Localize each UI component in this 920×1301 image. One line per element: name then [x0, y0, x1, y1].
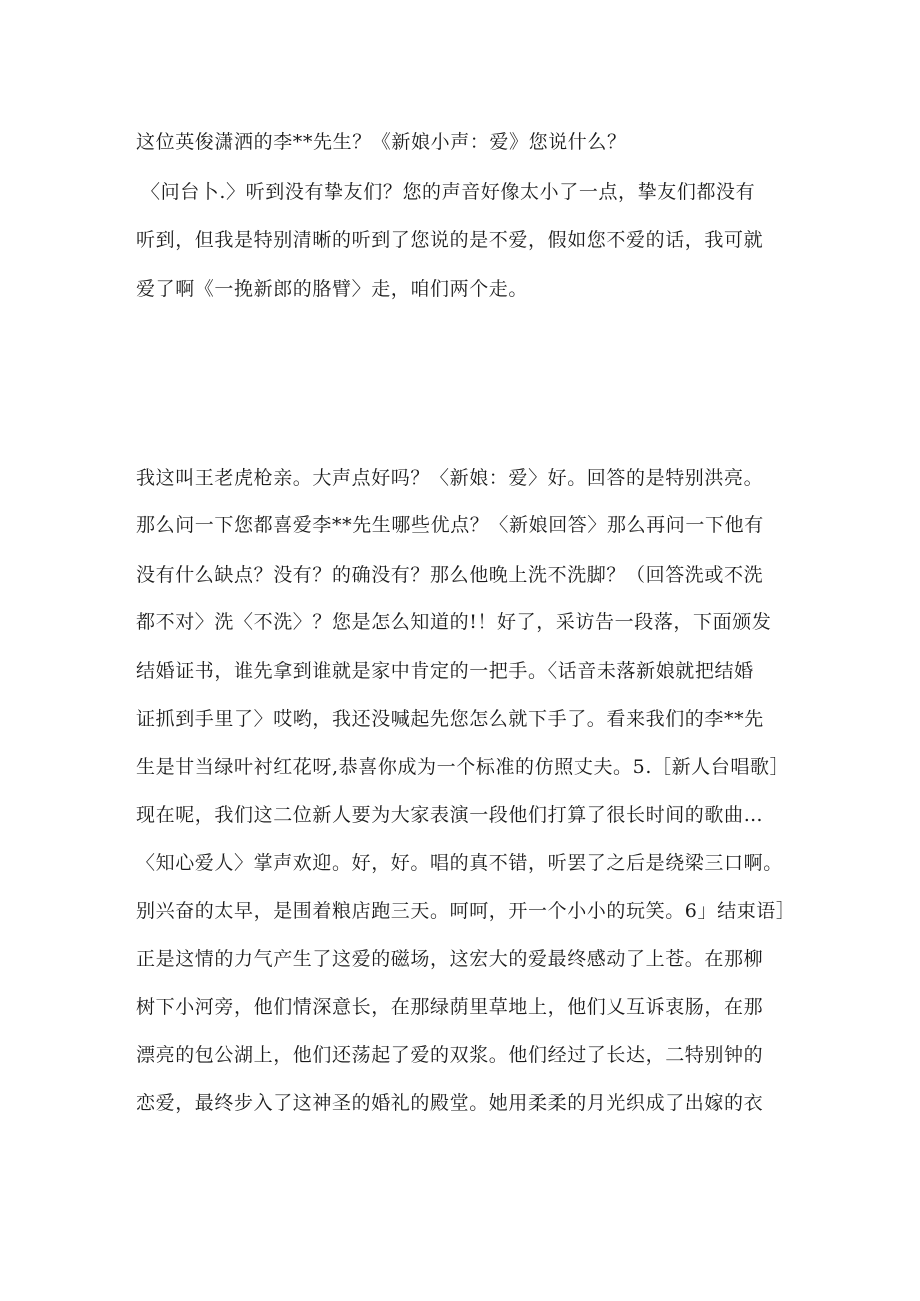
text-line: 结婚证书，谁先拿到谁就是家中肯定的一把手。〈话音未落新娘就把结婚: [136, 660, 754, 682]
text-line: 证抓到手里了〉哎哟，我还没喊起先您怎么就下手了。看来我们的李**先: [136, 708, 764, 730]
text-line: 听到，但我是特别清晰的听到了您说的是不爱，假如您不爱的话，我可就: [136, 229, 764, 251]
text-line: 爱了啊《一挽新郎的胳臂〉走，咱们两个走。: [136, 278, 529, 300]
text-line: 没有什么缺点？没有？的确没有？那么他晚上洗不洗脚？（回答洗或不洗: [136, 564, 764, 586]
text-line: 这位英俊潇洒的李**先生？《新娘小声：爱》您说什么？: [136, 131, 627, 153]
text-line: 〈问台卜.〉听到没有挚友们？您的声音好像太小了一点，挚友们都没有: [141, 181, 756, 203]
text-line: 〈知心爱人〉掌声欢迎。好，好。唱的真不错，听罢了之后是绕梁三口啊。: [136, 852, 783, 874]
text-line: 恋爱，最终步入了这神圣的婚礼的殿堂。她用柔柔的月光织成了出嫁的衣: [136, 1092, 764, 1114]
text-line: 现在呢，我们这二位新人要为大家表演一段他们打算了很长时间的歌曲…: [136, 804, 764, 826]
text-line: 生是甘当绿叶衬红花呀,恭喜你成为一个标准的仿照丈夫。5.［新人台唱歌］: [136, 756, 790, 778]
text-line: 别兴奋的太早，是围着粮店跑三天。呵呵，开一个小小的玩笑。6」结束语］: [136, 900, 796, 922]
text-line: 漂亮的包公湖上，他们还荡起了爱的双浆。他们经过了长达，二特别钟的: [136, 1044, 764, 1066]
text-line: 我这叫王老虎枪亲。大声点好吗？〈新娘：爱〉好。回答的是特别洪亮。: [136, 467, 764, 489]
text-line: 那么问一下您都喜爱李**先生哪些优点？〈新娘回答〉那么再问一下他有: [136, 514, 764, 536]
text-line: 都不对〉洗〈不洗〉？您是怎么知道的!！好了，采访告一段落，下面颁发: [136, 611, 772, 633]
text-line: 树下小河旁，他们情深意长，在那绿荫里草地上，他们乂互诉衷肠，在那: [136, 996, 764, 1018]
text-line: 正是这情的力气产生了这爱的磁场，这宏大的爱最终感动了上苍。在那柳: [136, 948, 764, 970]
